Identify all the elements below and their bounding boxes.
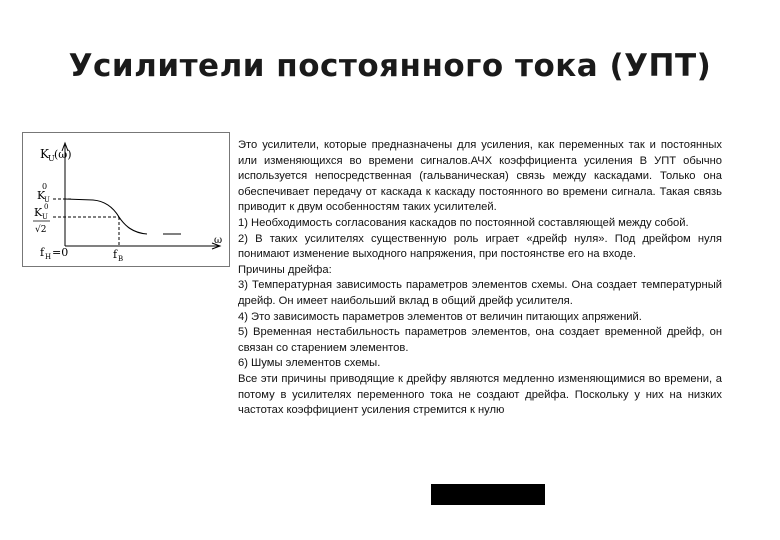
footer-black-box <box>431 484 545 505</box>
fb-sub: B <box>118 255 124 263</box>
x-axis-label: ω <box>214 235 223 246</box>
k0-sub: U <box>44 196 50 204</box>
paragraph-item-3: 3) Температурная зависимость параметров элементов схемы. Она создает температурный дрейф. Он имеет наибольший вклад в общий дрейф усилителя. <box>238 279 722 307</box>
paragraph-intro: Это усилители, которые предназначены для усиления, как переменных так и постоянных или изменяющихся во времени сигналов.АЧХ коэффициента усиления В УПТ обычно используется непосредственная (гальваническая) связь между каскадами. Только она обеспечивает передачу от каскада к каскаду постоянного во времени сигнала. Такая связь приводит к двум особенностям таких усилителей. <box>238 139 722 214</box>
level-den: √2 <box>35 225 47 235</box>
k0-sub2: 0 <box>44 203 49 211</box>
fn-sub: H <box>45 253 52 261</box>
paragraph-conclusion: Все эти причины приводящие к дрейфу являются медленно изменяющимися во времени, а потому в усилителях переменного тока не создают дрейфа. Поскольку у них на низких частотах коэффициент усиления стремится к нулю <box>238 372 722 417</box>
paragraph-item-4: 4) Это зависимость параметров элементов от величин питающих апряжений. <box>238 310 642 323</box>
fn-value: =0 <box>52 246 69 259</box>
frequency-response-figure <box>22 132 230 267</box>
k0-num: 0 <box>42 182 48 191</box>
paragraph-causes-heading: Причины дрейфа: <box>238 263 332 276</box>
k0-label: K <box>37 189 46 202</box>
body-text <box>238 138 722 419</box>
paragraph-item-5: 5) Временная нестабильность параметров элементов, она создает временной дрейф, он связан со старением элементов. <box>238 326 722 354</box>
fn-label: f <box>40 246 45 259</box>
paragraph-item-2: 2) В таких усилителях существенную роль играет «дрейф нуля». Под дрейфом нуля понимают изменение выходного напряжения, при постоянстве его на входе. <box>238 232 722 261</box>
y-label-arg: (ω) <box>54 148 72 161</box>
y-label-main: K <box>40 147 49 161</box>
y-label-sub: U <box>48 154 55 163</box>
level-num: K <box>34 206 43 219</box>
paragraph-item-1: 1) Необходимость согласования каскадов по постоянной составляющей между собой. <box>238 216 689 229</box>
slide-title: Усилители постоянного тока (УПТ) <box>68 48 712 84</box>
paragraph-item-6: 6) Шумы элементов схемы. <box>238 357 381 370</box>
level-sub: U <box>42 213 48 221</box>
fb-label: f <box>113 248 118 261</box>
